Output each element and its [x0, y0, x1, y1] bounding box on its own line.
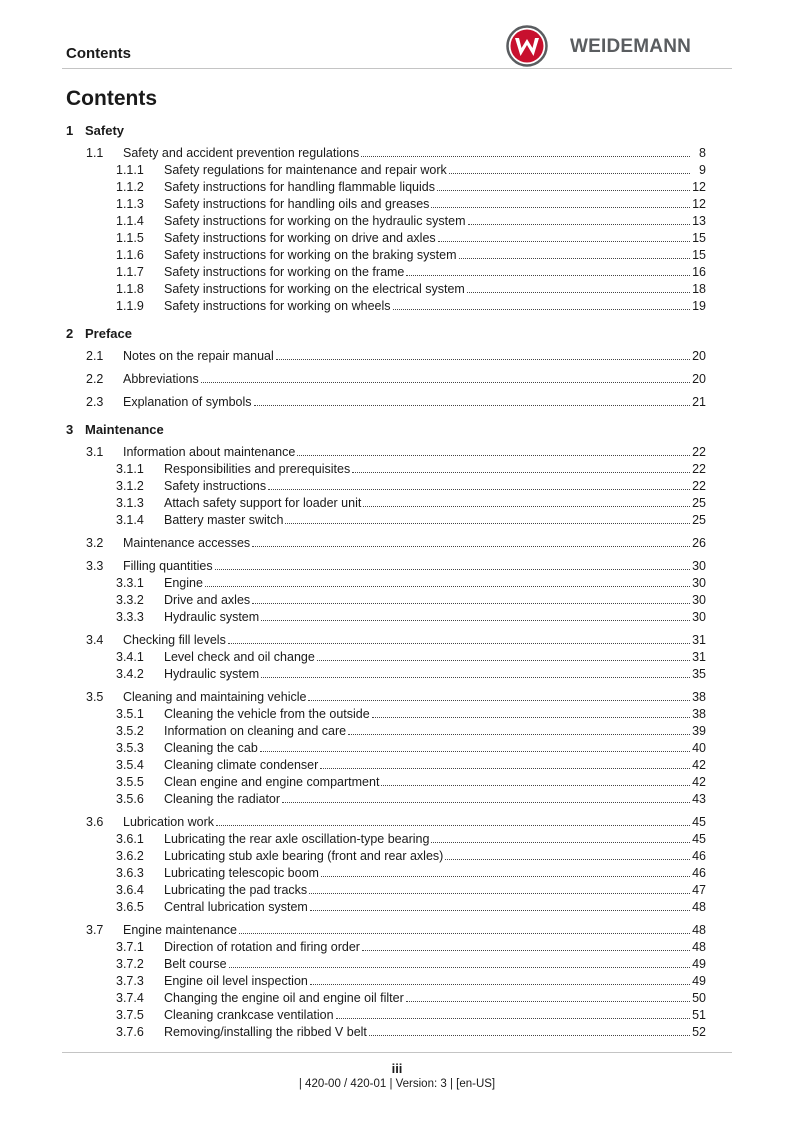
- toc-entry-page: 25: [692, 496, 706, 510]
- toc-chapter-number: 3: [66, 422, 74, 437]
- toc-entry-number: 1.1.3: [116, 197, 144, 211]
- toc-entry-page: 35: [692, 667, 706, 681]
- toc-entry-number: 2.1: [86, 349, 104, 363]
- toc-entry-number: 3.5.3: [116, 741, 144, 755]
- toc-subsection-entry[interactable]: [116, 899, 706, 915]
- toc-entry-page: 30: [692, 559, 706, 573]
- toc-dot-leader: [282, 802, 690, 803]
- toc-chapter-number: 1: [66, 123, 74, 138]
- toc-subsection-entry[interactable]: [116, 723, 706, 739]
- toc-entry-label: Engine oil level inspection: [164, 974, 308, 988]
- toc-entry-page: 15: [692, 248, 706, 262]
- toc-entry-page: 48: [692, 900, 706, 914]
- toc-subsection-entry[interactable]: [116, 774, 706, 790]
- toc-dot-leader: [445, 859, 690, 860]
- toc-entry-page: 22: [692, 445, 706, 459]
- toc-entry-label: Cleaning climate condenser: [164, 758, 319, 772]
- toc-entry-label: Cleaning and maintaining vehicle: [123, 690, 307, 704]
- toc-entry-number: 1.1.5: [116, 231, 144, 245]
- toc-entry-label: Direction of rotation and firing order: [164, 940, 360, 954]
- toc-entry-number: 3.7: [86, 923, 104, 937]
- toc-dot-leader: [205, 586, 690, 587]
- toc-entry-page: 31: [692, 633, 706, 647]
- toc-entry-page: 45: [692, 815, 706, 829]
- toc-subsection-entry[interactable]: [116, 1007, 706, 1023]
- toc-entry-page: 26: [692, 536, 706, 550]
- toc-dot-leader: [285, 523, 690, 524]
- toc-dot-leader: [406, 275, 690, 276]
- toc-entry-label: Battery master switch: [164, 513, 284, 527]
- toc-subsection-entry[interactable]: [116, 757, 706, 773]
- toc-entry-number: 3.4.2: [116, 667, 144, 681]
- toc-entry-page: 47: [692, 883, 706, 897]
- toc-subsection-entry[interactable]: [116, 882, 706, 898]
- toc-entry-label: Lubricating the rear axle oscillation-type bearing: [164, 832, 430, 846]
- toc-entry-page: 12: [692, 180, 706, 194]
- footer-version-line: | 420-00 / 420-01 | Version: 3 | [en-US]: [298, 1078, 496, 1090]
- toc-entry-number: 3.5.1: [116, 707, 144, 721]
- toc-dot-leader: [369, 1035, 690, 1036]
- toc-subsection-entry[interactable]: [116, 478, 706, 494]
- toc-section-entry[interactable]: [86, 558, 706, 574]
- toc-entry-number: 1.1.1: [116, 163, 144, 177]
- toc-dot-leader: [261, 620, 690, 621]
- toc-dot-leader: [459, 258, 691, 259]
- toc-dot-leader: [431, 842, 690, 843]
- toc-entry-number: 3.3.2: [116, 593, 144, 607]
- toc-entry-page: 48: [692, 940, 706, 954]
- toc-dot-leader: [239, 933, 690, 934]
- toc-entry-label: Information on cleaning and care: [164, 724, 347, 738]
- toc-entry-page: 25: [692, 513, 706, 527]
- toc-subsection-entry[interactable]: [116, 264, 706, 280]
- toc-dot-leader: [352, 472, 690, 473]
- toc-subsection-entry[interactable]: [116, 1024, 706, 1040]
- toc-subsection-entry[interactable]: [116, 831, 706, 847]
- toc-section-entry[interactable]: [86, 394, 706, 410]
- toc-entry-number: 3.4.1: [116, 650, 144, 664]
- toc-entry-page: 22: [692, 462, 706, 476]
- toc-dot-leader: [381, 785, 690, 786]
- toc-entry-label: Safety instructions for working on the electrical system: [164, 282, 465, 296]
- toc-dot-leader: [309, 893, 690, 894]
- toc-entry-number: 3.6.4: [116, 883, 144, 897]
- toc-dot-leader: [252, 603, 690, 604]
- toc-dot-leader: [438, 241, 690, 242]
- toc-entry-page: 49: [692, 957, 706, 971]
- toc-dot-leader: [348, 734, 690, 735]
- toc-entry-page: 45: [692, 832, 706, 846]
- toc-subsection-entry[interactable]: [116, 592, 706, 608]
- toc-chapter-label: Preface: [85, 326, 132, 341]
- toc-subsection-entry[interactable]: [116, 740, 706, 756]
- toc-subsection-entry[interactable]: [116, 956, 706, 972]
- toc-dot-leader: [268, 489, 690, 490]
- toc-entry-page: 51: [692, 1008, 706, 1022]
- toc-entry-label: Safety instructions for working on the hydraulic system: [164, 214, 466, 228]
- toc-entry-label: Safety instructions for handling oils and greases: [164, 197, 430, 211]
- toc-entry-page: 38: [692, 707, 706, 721]
- toc-entry-label: Hydraulic system: [164, 610, 260, 624]
- toc-subsection-entry[interactable]: [116, 247, 706, 263]
- toc-subsection-entry[interactable]: [116, 848, 706, 864]
- toc-dot-leader: [310, 910, 690, 911]
- toc-entry-page: 9: [699, 163, 706, 177]
- toc-entry-page: 42: [692, 758, 706, 772]
- toc-entry-number: 3.6.5: [116, 900, 144, 914]
- toc-subsection-entry[interactable]: [116, 281, 706, 297]
- toc-subsection-entry[interactable]: [116, 230, 706, 246]
- toc-dot-leader: [261, 677, 690, 678]
- toc-entry-number: 3.6.3: [116, 866, 144, 880]
- toc-entry-page: 31: [692, 650, 706, 664]
- toc-subsection-entry[interactable]: [116, 609, 706, 625]
- toc-subsection-entry[interactable]: [116, 990, 706, 1006]
- toc-entry-page: 12: [692, 197, 706, 211]
- brand-name: WEIDEMANN: [570, 36, 692, 57]
- toc-dot-leader: [276, 359, 690, 360]
- toc-entry-page: 18: [692, 282, 706, 296]
- toc-entry-label: Level check and oil change: [164, 650, 315, 664]
- toc-dot-leader: [321, 876, 690, 877]
- toc-entry-label: Lubrication work: [123, 815, 215, 829]
- toc-entry-label: Engine maintenance: [123, 923, 237, 937]
- toc-subsection-entry[interactable]: [116, 512, 706, 528]
- toc-entry-label: Cleaning the radiator: [164, 792, 281, 806]
- toc-entry-label: Safety instructions for working on wheels: [164, 299, 391, 313]
- footer-divider: [62, 1052, 732, 1053]
- toc-subsection-entry[interactable]: [116, 865, 706, 881]
- toc-entry-page: 52: [692, 1025, 706, 1039]
- toc-section-entry[interactable]: [86, 632, 706, 648]
- toc-dot-leader: [320, 768, 690, 769]
- toc-entry-number: 3.7.6: [116, 1025, 144, 1039]
- toc-entry-page: 22: [692, 479, 706, 493]
- toc-entry-number: 3.1: [86, 445, 104, 459]
- toc-dot-leader: [406, 1001, 690, 1002]
- toc-subsection-entry[interactable]: [116, 213, 706, 229]
- toc-entry-number: 3.6.1: [116, 832, 144, 846]
- toc-entry-label: Filling quantities: [123, 559, 213, 573]
- toc-section-entry[interactable]: [86, 348, 706, 364]
- toc-entry-number: 3.7.4: [116, 991, 144, 1005]
- toc-entry-page: 42: [692, 775, 706, 789]
- toc-entry-number: 1.1.4: [116, 214, 144, 228]
- toc-dot-leader: [372, 717, 690, 718]
- header-divider: [62, 68, 732, 69]
- toc-entry-number: 1.1.9: [116, 299, 144, 313]
- page-title: Contents: [66, 87, 157, 110]
- toc-dot-leader: [216, 825, 690, 826]
- toc-subsection-entry[interactable]: [116, 575, 706, 591]
- toc-entry-number: 1.1: [86, 146, 104, 160]
- toc-entry-label: Lubricating telescopic boom: [164, 866, 319, 880]
- toc-entry-page: 40: [692, 741, 706, 755]
- toc-entry-label: Removing/installing the ribbed V belt: [164, 1025, 367, 1039]
- toc-chapter-number: 2: [66, 326, 74, 341]
- toc-entry-page: 50: [692, 991, 706, 1005]
- running-header-title: Contents: [66, 45, 131, 62]
- toc-entry-label: Safety instructions for working on the braking system: [164, 248, 457, 262]
- toc-entry-number: 3.2: [86, 536, 104, 550]
- toc-dot-leader: [317, 660, 690, 661]
- toc-dot-leader: [201, 382, 690, 383]
- toc-entry-label: Explanation of symbols: [123, 395, 252, 409]
- toc-entry-number: 3.5: [86, 690, 104, 704]
- toc-chapter-label: Maintenance: [85, 422, 164, 437]
- toc-entry-label: Engine: [164, 576, 203, 590]
- toc-subsection-entry[interactable]: [116, 196, 706, 212]
- toc-dot-leader: [467, 292, 690, 293]
- toc-dot-leader: [308, 700, 690, 701]
- toc-entry-number: 3.3: [86, 559, 104, 573]
- toc-section-entry[interactable]: [86, 535, 706, 551]
- toc-subsection-entry[interactable]: [116, 791, 706, 807]
- toc-entry-number: 1.1.8: [116, 282, 144, 296]
- toc-entry-page: 8: [699, 146, 706, 160]
- toc-chapter[interactable]: [66, 123, 124, 139]
- toc-entry-page: 49: [692, 974, 706, 988]
- toc-entry-page: 16: [692, 265, 706, 279]
- toc-entry-number: 3.5.6: [116, 792, 144, 806]
- toc-entry-number: 3.1.2: [116, 479, 144, 493]
- toc-entry-label: Safety instructions: [164, 479, 267, 493]
- toc-dot-leader: [260, 751, 690, 752]
- toc-subsection-entry[interactable]: [116, 706, 706, 722]
- toc-dot-leader: [297, 455, 690, 456]
- toc-subsection-entry[interactable]: [116, 179, 706, 195]
- toc-entry-label: Changing the engine oil and engine oil filter: [164, 991, 404, 1005]
- toc-entry-label: Safety regulations for maintenance and repair work: [164, 163, 447, 177]
- toc-subsection-entry[interactable]: [116, 649, 706, 665]
- toc-entry-label: Responsibilities and prerequisites: [164, 462, 351, 476]
- weidemann-logo-icon: [506, 25, 548, 67]
- toc-entry-page: 46: [692, 849, 706, 863]
- toc-dot-leader: [449, 173, 690, 174]
- toc-dot-leader: [228, 643, 690, 644]
- toc-entry-number: 1.1.7: [116, 265, 144, 279]
- toc-entry-label: Cleaning crankcase ventilation: [164, 1008, 334, 1022]
- toc-entry-page: 13: [692, 214, 706, 228]
- toc-entry-label: Safety instructions for working on drive and axles: [164, 231, 436, 245]
- toc-entry-number: 3.5.2: [116, 724, 144, 738]
- footer-page-number: iii: [391, 1061, 403, 1076]
- toc-entry-number: 3.1.4: [116, 513, 144, 527]
- toc-entry-label: Maintenance accesses: [123, 536, 251, 550]
- toc-dot-leader: [254, 405, 690, 406]
- toc-entry-page: 20: [692, 349, 706, 363]
- toc-entry-label: Hydraulic system: [164, 667, 260, 681]
- toc-entry-page: 21: [692, 395, 706, 409]
- toc-entry-number: 3.7.1: [116, 940, 144, 954]
- toc-dot-leader: [310, 984, 690, 985]
- toc-entry-page: 15: [692, 231, 706, 245]
- toc-entry-number: 3.3.3: [116, 610, 144, 624]
- toc-entry-number: 3.6: [86, 815, 104, 829]
- toc-entry-page: 19: [692, 299, 706, 313]
- toc-dot-leader: [393, 309, 691, 310]
- toc-chapter-label: Safety: [85, 123, 125, 138]
- toc-entry-number: 3.7.5: [116, 1008, 144, 1022]
- toc-entry-number: 3.7.3: [116, 974, 144, 988]
- toc-entry-page: 39: [692, 724, 706, 738]
- toc-entry-number: 3.3.1: [116, 576, 144, 590]
- toc-dot-leader: [362, 950, 690, 951]
- toc-entry-label: Notes on the repair manual: [123, 349, 274, 363]
- toc-subsection-entry[interactable]: [116, 495, 706, 511]
- toc-entry-number: 3.1.3: [116, 496, 144, 510]
- toc-dot-leader: [229, 967, 690, 968]
- toc-entry-label: Drive and axles: [164, 593, 251, 607]
- toc-entry-label: Cleaning the cab: [164, 741, 258, 755]
- toc-entry-label: Safety instructions for handling flammable liquids: [164, 180, 435, 194]
- toc-subsection-entry[interactable]: [116, 162, 706, 178]
- toc-entry-label: Lubricating the pad tracks: [164, 883, 308, 897]
- toc-dot-leader: [215, 569, 690, 570]
- toc-entry-page: 30: [692, 593, 706, 607]
- toc-section-entry[interactable]: [86, 444, 706, 460]
- toc-section-entry[interactable]: [86, 689, 706, 705]
- toc-entry-label: Safety instructions for working on the frame: [164, 265, 405, 279]
- toc-entry-number: 3.6.2: [116, 849, 144, 863]
- toc-entry-label: Central lubrication system: [164, 900, 308, 914]
- toc-subsection-entry[interactable]: [116, 973, 706, 989]
- toc-chapter[interactable]: [66, 422, 164, 438]
- toc-entry-number: 1.1.2: [116, 180, 144, 194]
- toc-entry-number: 2.3: [86, 395, 104, 409]
- toc-dot-leader: [468, 224, 690, 225]
- toc-entry-label: Attach safety support for loader unit: [164, 496, 362, 510]
- toc-subsection-entry[interactable]: [116, 666, 706, 682]
- toc-entry-number: 3.1.1: [116, 462, 144, 476]
- toc-entry-page: 46: [692, 866, 706, 880]
- toc-dot-leader: [336, 1018, 690, 1019]
- toc-entry-label: Safety and accident prevention regulations: [123, 146, 360, 160]
- toc-entry-number: 3.5.4: [116, 758, 144, 772]
- toc-dot-leader: [361, 156, 690, 157]
- toc-dot-leader: [437, 190, 690, 191]
- toc-entry-label: Abbreviations: [123, 372, 199, 386]
- toc-entry-label: Checking fill levels: [123, 633, 226, 647]
- toc-entry-page: 30: [692, 610, 706, 624]
- toc-entry-number: 2.2: [86, 372, 104, 386]
- toc-entry-page: 20: [692, 372, 706, 386]
- toc-entry-number: 3.5.5: [116, 775, 144, 789]
- toc-dot-leader: [363, 506, 690, 507]
- toc-section-entry[interactable]: [86, 922, 706, 938]
- toc-entry-label: Information about maintenance: [123, 445, 296, 459]
- toc-entry-page: 30: [692, 576, 706, 590]
- toc-entry-label: Belt course: [164, 957, 227, 971]
- toc-entry-number: 3.7.2: [116, 957, 144, 971]
- toc-section-entry[interactable]: [86, 371, 706, 387]
- toc-subsection-entry[interactable]: [116, 461, 706, 477]
- toc-entry-number: 3.4: [86, 633, 104, 647]
- toc-dot-leader: [252, 546, 690, 547]
- toc-entry-label: Cleaning the vehicle from the outside: [164, 707, 370, 721]
- toc-entry-page: 38: [692, 690, 706, 704]
- toc-entry-number: 1.1.6: [116, 248, 144, 262]
- toc-entry-label: Clean engine and engine compartment: [164, 775, 380, 789]
- toc-entry-page: 48: [692, 923, 706, 937]
- toc-section-entry[interactable]: [86, 145, 706, 161]
- toc-section-entry[interactable]: [86, 814, 706, 830]
- toc-dot-leader: [431, 207, 690, 208]
- toc-subsection-entry[interactable]: [116, 298, 706, 314]
- toc-entry-page: 43: [692, 792, 706, 806]
- toc-entry-label: Lubricating stub axle bearing (front and rear axles): [164, 849, 444, 863]
- toc-subsection-entry[interactable]: [116, 939, 706, 955]
- toc-chapter[interactable]: [66, 326, 132, 342]
